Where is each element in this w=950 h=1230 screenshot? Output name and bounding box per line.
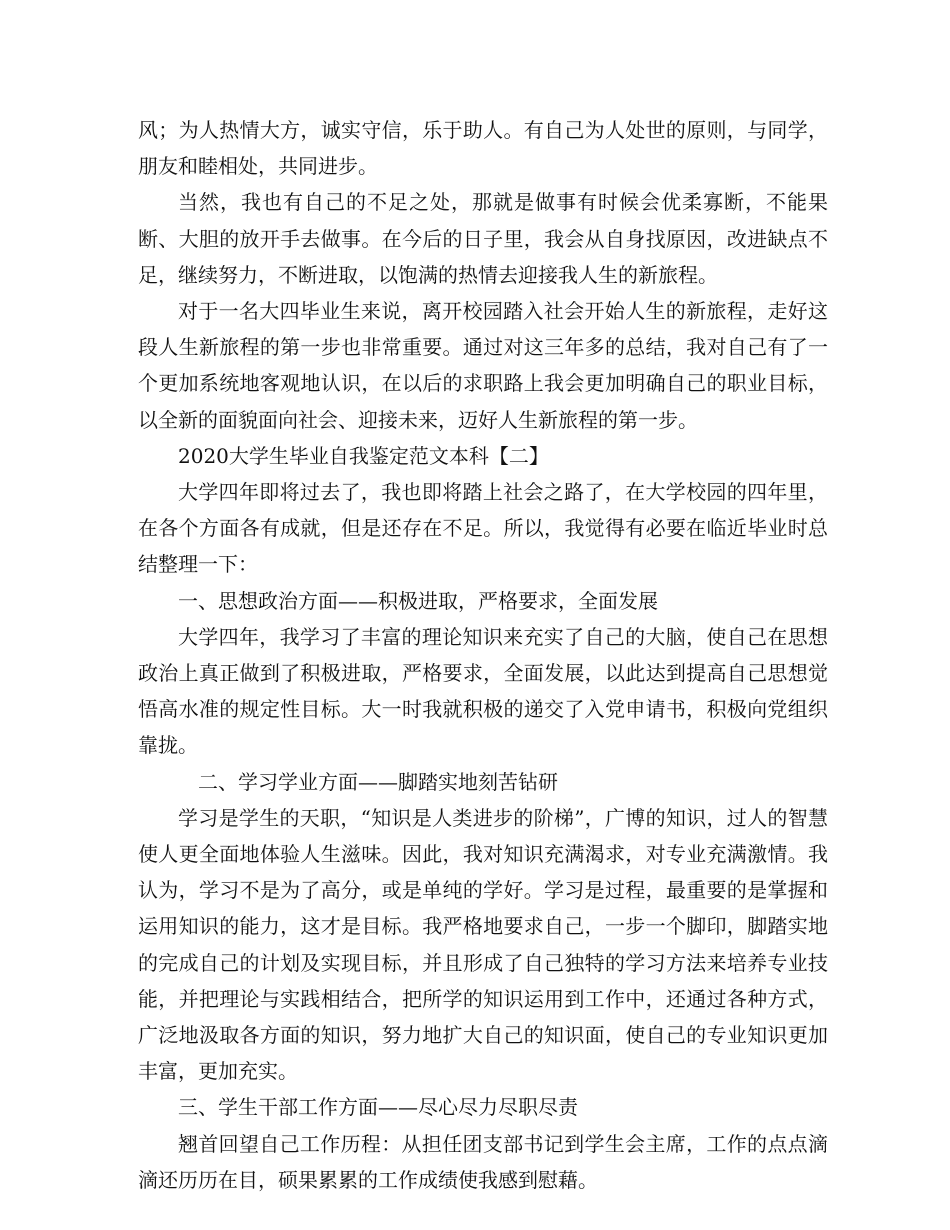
paragraph-continuation: 风；为人热情大方，诚实守信，乐于助人。有自己为人处世的原则，与同学，朋友和睦相处，共同进步。 xyxy=(138,118,828,179)
heading-study: 二、学习学业方面——脚踏实地刻苦钻研 xyxy=(198,769,558,794)
paragraph-cadre-work: 翘首回望自己工作历程：从担任团支部书记到学生会主席，工作的点点滴滴还历历在目，硕果累累的工作成绩使我感到慰藉。 xyxy=(138,1131,828,1192)
paragraph-study: 学习是学生的天职，“知识是人类进步的阶梯”，广博的知识，过人的智慧使人更全面地体验人生滋味。因此，我对知识充满渴求，对专业充满激情。我认为，学习不是为了高分，或是单纯的学好。学习是过程，最重要的是掌握和运用知识的能力，这才是目标。我严格地要求自己，一步一个脚印，脚踏实地的完成自己的计划及实现目标，并且形成了自己独特的学习方法来培养专业技能，并把理论与实践相结合，把所学的知识运用到工作中，还通过各种方式，广泛地汲取各方面的知识，努力地扩大自己的知识面，使自己的专业知识更加丰富，更加充实。 xyxy=(138,805,828,1084)
heading-cadre-work: 三、学生干部工作方面——尽心尽力尽职尽责 xyxy=(178,1095,578,1120)
paragraph-political: 大学四年，我学习了丰富的理论知识来充实了自己的大脑，使自己在思想政治上真正做到了积极进取，严格要求，全面发展，以此达到提高自己思想觉悟高水准的规定性目标。大一时我就积极的递交了入党申请书，积极向党组织靠拢。 xyxy=(138,624,828,758)
section-title: 2020大学生毕业自我鉴定范文本科【二】 xyxy=(178,443,549,468)
paragraph-intro: 大学四年即将过去了，我也即将踏上社会之路了，在大学校园的四年里，在各个方面各有成就，但是还存在不足。所以，我觉得有必要在临近毕业时总结整理一下： xyxy=(138,480,828,577)
paragraph-shortcomings: 当然，我也有自己的不足之处，那就是做事有时候会优柔寡断，不能果断、大胆的放开手去做事。在今后的日子里，我会从自身找原因，改进缺点不足，继续努力，不断进取，以饱满的热情去迎接我人生的新旅程。 xyxy=(138,190,828,287)
heading-political: 一、思想政治方面——积极进取，严格要求，全面发展 xyxy=(178,588,658,613)
paragraph-graduate-outlook: 对于一名大四毕业生来说，离开校园踏入社会开始人生的新旅程，走好这段人生新旅程的第一步也非常重要。通过对这三年多的总结，我对自己有了一个更加系统地客观地认识，在以后的求职路上我会更加明确自己的职业目标，以全新的面貌面向社会、迎接未来，迈好人生新旅程的第一步。 xyxy=(138,299,828,432)
document-body xyxy=(138,112,828,1198)
